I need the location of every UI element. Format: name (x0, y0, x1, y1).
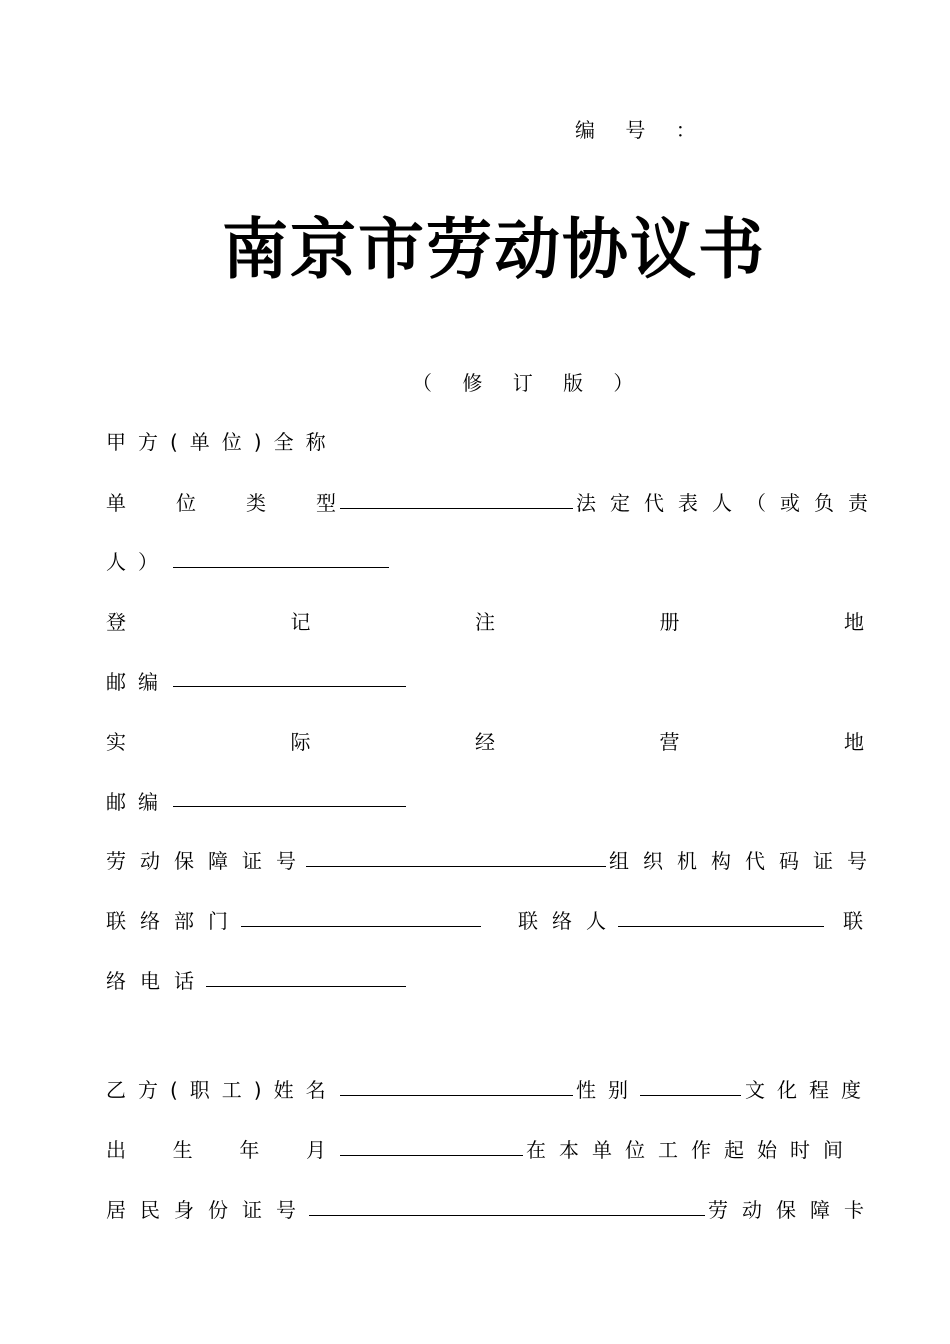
registered-address-label: 登 记 注 册 地 (106, 610, 864, 634)
birth-date-field[interactable] (340, 1155, 523, 1156)
id-number-label: 居民身份证号 (106, 1198, 310, 1222)
contact-tel-field[interactable] (206, 986, 406, 987)
legal-rep-label-cont: 人） (106, 550, 170, 574)
contact-dept-label: 联络部门 (106, 909, 242, 933)
document-subtitle: （ 修 订 版 ） (412, 371, 646, 395)
contact-person-label: 联络人 (518, 909, 620, 933)
party-b-name-label: 乙方(职工)姓名 (106, 1078, 338, 1102)
gender-label: 性别 (576, 1078, 640, 1102)
unit-type-field[interactable] (340, 508, 573, 509)
party-a-heading: 甲方(单位)全称 (106, 430, 338, 454)
id-number-field[interactable] (309, 1215, 705, 1216)
postcode-label-1: 邮编 (106, 670, 170, 694)
start-date-label: 在本单位工作起始时间 (526, 1138, 856, 1162)
document-title: 南京市劳动协议书 (222, 211, 766, 288)
birth-date-label: 出 生 年 月 (106, 1138, 326, 1162)
legal-rep-label: 法定代表人（或负责 (576, 491, 882, 515)
labor-security-no-field[interactable] (306, 866, 606, 867)
labor-security-no-label: 劳动保障证号 (106, 849, 310, 873)
education-label: 文化程度 (745, 1078, 873, 1102)
contact-person-field[interactable] (618, 926, 824, 927)
gender-field[interactable] (640, 1095, 741, 1096)
unit-type-label: 单 位 类 型 (106, 491, 336, 515)
contact-tel-label: 络电话 (106, 969, 208, 993)
postcode-field-2[interactable] (173, 806, 406, 807)
org-code-no-label: 组织机构代码证号 (609, 849, 881, 873)
party-b-name-field[interactable] (340, 1095, 573, 1096)
legal-rep-field[interactable] (173, 567, 389, 568)
labor-card-label: 劳动保障卡 (708, 1198, 878, 1222)
contact-tel-label-start: 联 (843, 909, 863, 933)
serial-number-label: 编 号 ： (575, 118, 708, 142)
contact-dept-field[interactable] (241, 926, 481, 927)
postcode-label-2: 邮编 (106, 790, 170, 814)
actual-address-label: 实 际 经 营 地 (106, 730, 864, 754)
postcode-field-1[interactable] (173, 686, 406, 687)
